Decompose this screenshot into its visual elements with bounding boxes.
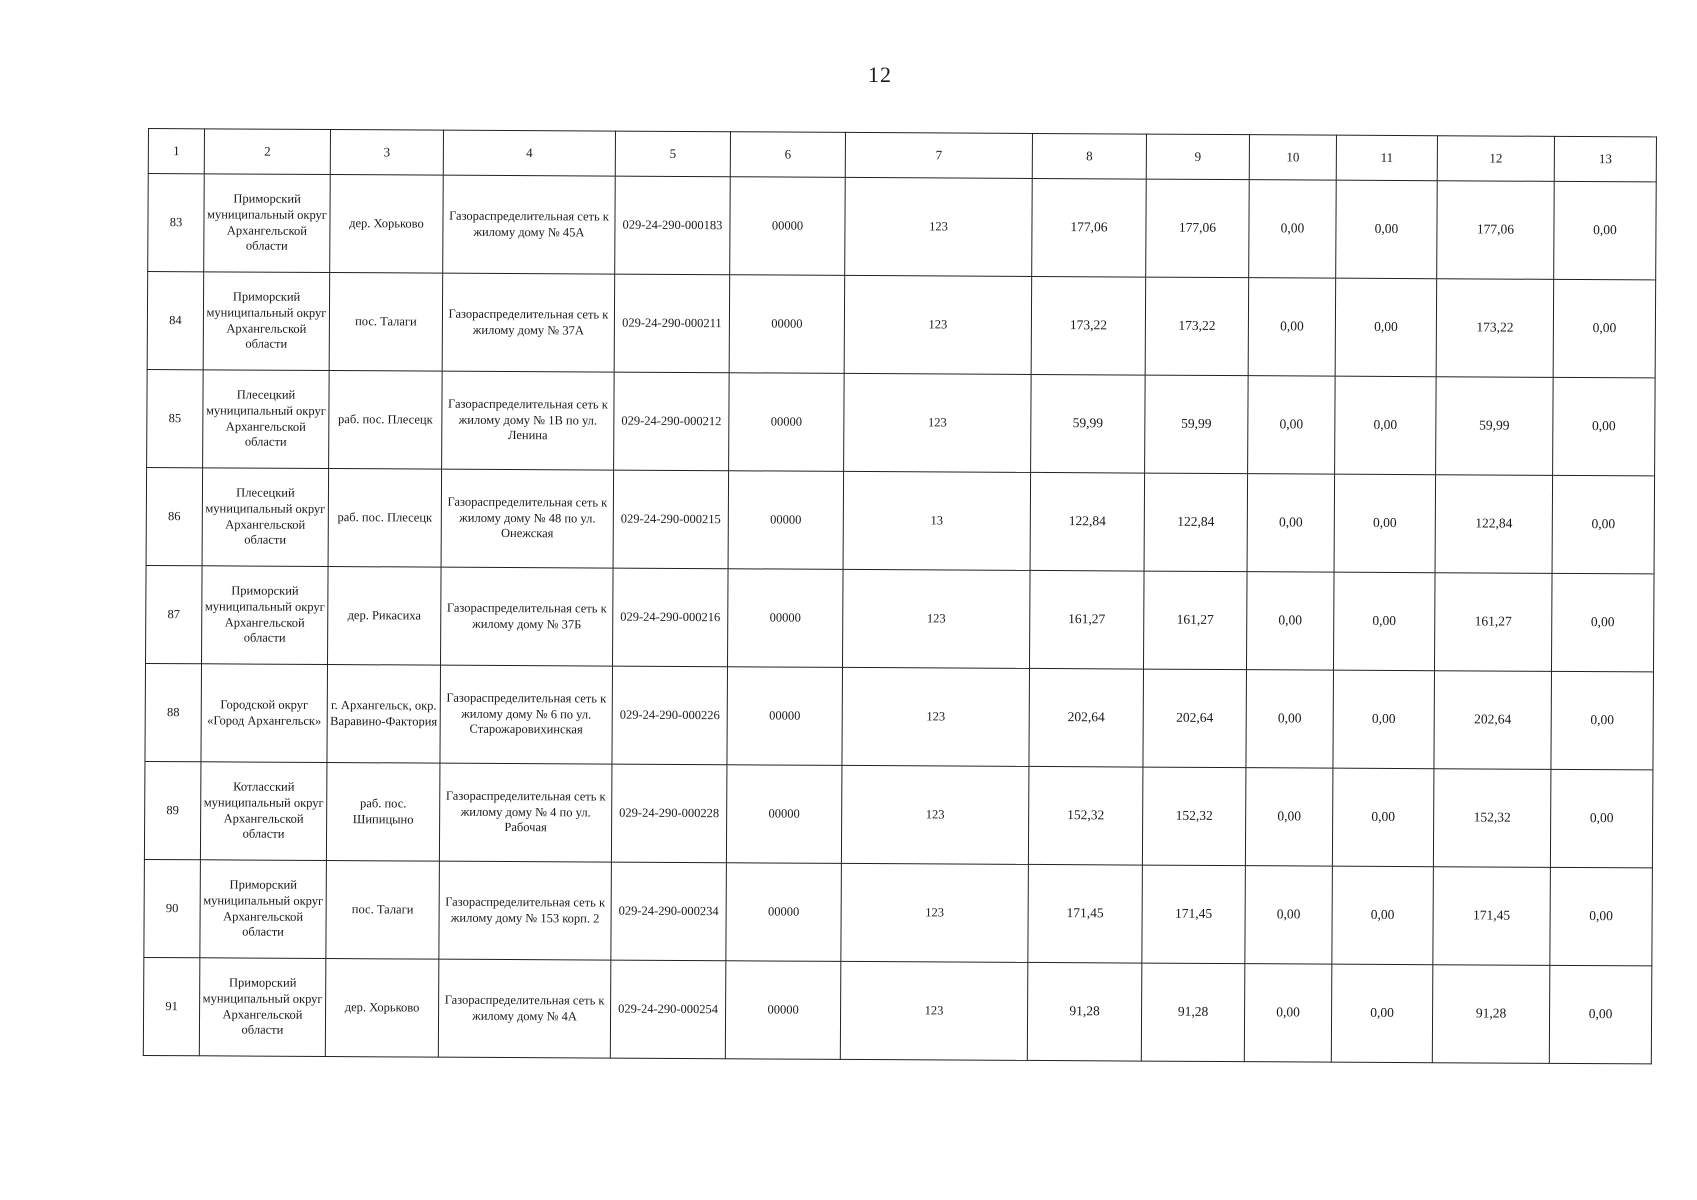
col10-cell: 0,00 xyxy=(1245,866,1333,964)
col6-cell: 00000 xyxy=(726,765,842,864)
col11-cell: 0,00 xyxy=(1336,180,1438,279)
table-row xyxy=(146,565,1655,671)
municipality-cell: Приморский муниципальный округ Архангельской области xyxy=(204,174,331,273)
table-row xyxy=(147,272,1656,378)
col8-cell: 171,45 xyxy=(1028,864,1143,963)
col9-cell: 171,45 xyxy=(1142,865,1246,964)
row-number: 86 xyxy=(146,467,203,565)
col7-cell: 123 xyxy=(842,569,1030,668)
col6-cell: 00000 xyxy=(725,961,841,1060)
col8-cell: 161,27 xyxy=(1029,570,1144,669)
col9-cell: 59,99 xyxy=(1145,375,1249,474)
column-header: 1 xyxy=(148,129,204,174)
code-cell: 029-24-290-000183 xyxy=(615,176,731,275)
col12-cell: 122,84 xyxy=(1435,475,1553,574)
code-cell: 029-24-290-000216 xyxy=(613,568,729,667)
col8-cell: 122,84 xyxy=(1030,472,1145,571)
col7-cell: 123 xyxy=(844,373,1032,472)
object-name-cell: Газораспределительная сеть к жилому дому № 37Б xyxy=(441,567,614,666)
column-header: 3 xyxy=(330,130,443,176)
col11-cell: 0,00 xyxy=(1335,278,1437,377)
row-number: 89 xyxy=(144,761,201,859)
col13-cell: 0,00 xyxy=(1553,279,1656,378)
col9-cell: 91,28 xyxy=(1141,963,1245,1062)
page-number: 12 xyxy=(868,62,892,87)
settlement-cell: раб. пос. Шипицыно xyxy=(326,763,440,862)
col6-cell: 00000 xyxy=(729,275,845,374)
settlement-cell: дер. Рикасиха xyxy=(328,567,442,666)
col12-cell: 91,28 xyxy=(1432,965,1550,1064)
object-name-cell: Газораспределительная сеть к жилому дому № 37А xyxy=(442,273,615,372)
municipality-cell: Приморский муниципальный округ Архангельской области xyxy=(199,958,326,1057)
col10-cell: 0,00 xyxy=(1247,474,1335,572)
col10-cell: 0,00 xyxy=(1245,768,1333,866)
code-cell: 029-24-290-000211 xyxy=(614,274,730,373)
col8-cell: 173,22 xyxy=(1031,276,1146,375)
table-row xyxy=(144,859,1653,965)
col13-cell: 0,00 xyxy=(1553,377,1656,476)
column-header: 12 xyxy=(1437,136,1554,182)
col12-cell: 177,06 xyxy=(1437,181,1555,280)
col13-cell: 0,00 xyxy=(1550,769,1653,868)
col13-cell: 0,00 xyxy=(1551,671,1654,770)
table-row xyxy=(145,663,1654,769)
row-number: 87 xyxy=(146,565,203,663)
municipality-cell: Приморский муниципальный округ Архангельской области xyxy=(202,566,329,665)
municipality-cell: Городской округ «Город Архангельск» xyxy=(201,664,328,763)
row-number: 84 xyxy=(147,272,204,370)
row-number: 88 xyxy=(145,663,202,761)
object-name-cell: Газораспределительная сеть к жилому дому № 4 по ул. Рабочая xyxy=(439,763,612,862)
table-row xyxy=(148,174,1657,280)
municipality-cell: Плесецкий муниципальный округ Архангельской области xyxy=(202,468,329,567)
settlement-cell: раб. пос. Плесецк xyxy=(329,371,443,470)
col10-cell: 0,00 xyxy=(1248,278,1336,376)
municipality-cell: Приморский муниципальный округ Архангельской области xyxy=(200,860,327,959)
col12-cell: 161,27 xyxy=(1434,573,1552,672)
col9-cell: 152,32 xyxy=(1142,767,1246,866)
column-header: 5 xyxy=(615,131,730,177)
col6-cell: 00000 xyxy=(728,471,844,570)
col10-cell: 0,00 xyxy=(1246,572,1334,670)
col6-cell: 00000 xyxy=(728,569,844,668)
object-name-cell: Газораспределительная сеть к жилому дому № 45А xyxy=(443,175,616,274)
settlement-cell: пос. Талаги xyxy=(329,273,443,372)
col9-cell: 177,06 xyxy=(1146,179,1250,278)
settlement-cell: пос. Талаги xyxy=(326,861,440,960)
column-header: 2 xyxy=(204,129,330,175)
col6-cell: 00000 xyxy=(729,373,845,472)
settlement-cell: г. Архангельск, окр. Варавино-Фактория xyxy=(327,665,441,764)
col13-cell: 0,00 xyxy=(1554,181,1657,280)
col7-cell: 123 xyxy=(840,961,1028,1060)
col8-cell: 59,99 xyxy=(1031,374,1146,473)
code-cell: 029-24-290-000228 xyxy=(611,764,727,863)
row-number: 83 xyxy=(148,174,205,272)
col9-cell: 122,84 xyxy=(1144,473,1248,572)
column-header: 10 xyxy=(1249,135,1336,180)
col7-cell: 123 xyxy=(844,275,1032,374)
col11-cell: 0,00 xyxy=(1335,376,1437,475)
col10-cell: 0,00 xyxy=(1246,670,1334,768)
code-cell: 029-24-290-000254 xyxy=(610,960,726,1059)
object-name-cell: Газораспределительная сеть к жилому дому № 153 корп. 2 xyxy=(439,861,612,960)
col11-cell: 0,00 xyxy=(1332,768,1434,867)
table-row xyxy=(147,369,1656,475)
settlement-cell: раб. пос. Плесецк xyxy=(328,469,442,568)
col7-cell: 123 xyxy=(841,863,1029,962)
object-name-cell: Газораспределительная сеть к жилому дому № 6 по ул. Старожаровихинская xyxy=(440,665,613,764)
code-cell: 029-24-290-000212 xyxy=(614,372,730,471)
col13-cell: 0,00 xyxy=(1552,475,1655,574)
row-number: 91 xyxy=(143,957,200,1055)
col11-cell: 0,00 xyxy=(1333,572,1435,671)
col13-cell: 0,00 xyxy=(1551,573,1654,672)
column-header: 6 xyxy=(730,132,845,178)
object-name-cell: Газораспределительная сеть к жилому дому № 4А xyxy=(438,959,611,1058)
column-header: 11 xyxy=(1336,135,1437,181)
col6-cell: 00000 xyxy=(726,863,842,962)
col6-cell: 00000 xyxy=(727,667,843,766)
data-table xyxy=(143,128,1657,1064)
col12-cell: 173,22 xyxy=(1436,279,1554,378)
document-sheet xyxy=(143,128,1656,1064)
col8-cell: 91,28 xyxy=(1027,962,1142,1061)
settlement-cell: дер. Хорьково xyxy=(325,959,439,1058)
col9-cell: 161,27 xyxy=(1143,571,1247,670)
table-row xyxy=(146,467,1655,573)
column-header: 13 xyxy=(1554,136,1656,182)
row-number: 90 xyxy=(144,859,201,957)
col7-cell: 123 xyxy=(842,667,1030,766)
col8-cell: 152,32 xyxy=(1028,766,1143,865)
code-cell: 029-24-290-000215 xyxy=(613,470,729,569)
col8-cell: 177,06 xyxy=(1032,178,1147,277)
col11-cell: 0,00 xyxy=(1332,866,1434,965)
municipality-cell: Котласский муниципальный округ Архангельской области xyxy=(200,762,327,861)
table-row xyxy=(143,957,1652,1063)
col9-cell: 173,22 xyxy=(1145,277,1249,376)
col12-cell: 202,64 xyxy=(1434,671,1552,770)
column-header: 9 xyxy=(1146,134,1249,180)
col6-cell: 00000 xyxy=(730,177,846,276)
object-name-cell: Газораспределительная сеть к жилому дому № 48 по ул. Онежская xyxy=(441,469,614,568)
col8-cell: 202,64 xyxy=(1029,668,1144,767)
column-header: 4 xyxy=(443,130,615,176)
code-cell: 029-24-290-000234 xyxy=(611,862,727,961)
col7-cell: 13 xyxy=(843,471,1031,570)
col13-cell: 0,00 xyxy=(1550,867,1653,966)
object-name-cell: Газораспределительная сеть к жилому дому № 1В по ул. Ленина xyxy=(442,371,615,470)
col13-cell: 0,00 xyxy=(1549,965,1652,1064)
settlement-cell: дер. Хорьково xyxy=(330,175,444,274)
col7-cell: 123 xyxy=(841,765,1029,864)
col10-cell: 0,00 xyxy=(1249,180,1337,278)
column-header: 7 xyxy=(845,132,1032,178)
column-header: 8 xyxy=(1032,133,1146,179)
col11-cell: 0,00 xyxy=(1333,670,1435,769)
col10-cell: 0,00 xyxy=(1244,964,1332,1062)
col11-cell: 0,00 xyxy=(1331,964,1433,1063)
table-row xyxy=(144,761,1653,867)
municipality-cell: Плесецкий муниципальный округ Архангельской области xyxy=(203,370,330,469)
municipality-cell: Приморский муниципальный округ Архангельской области xyxy=(203,272,330,371)
col9-cell: 202,64 xyxy=(1143,669,1247,768)
code-cell: 029-24-290-000226 xyxy=(612,666,728,765)
col11-cell: 0,00 xyxy=(1334,474,1436,573)
col12-cell: 59,99 xyxy=(1436,377,1554,476)
col7-cell: 123 xyxy=(845,177,1033,276)
col12-cell: 171,45 xyxy=(1433,867,1551,966)
col10-cell: 0,00 xyxy=(1248,376,1336,474)
col12-cell: 152,32 xyxy=(1433,769,1551,868)
row-number: 85 xyxy=(147,369,204,467)
